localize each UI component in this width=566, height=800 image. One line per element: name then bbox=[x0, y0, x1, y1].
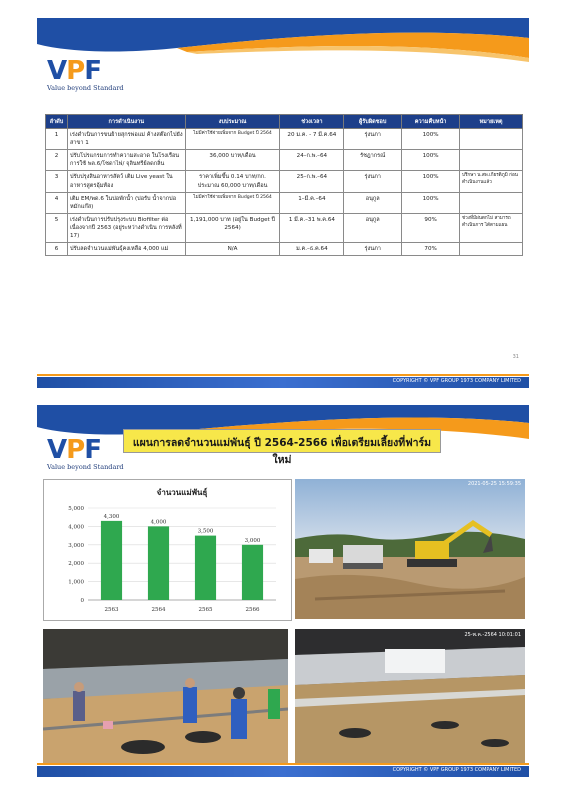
cell-progress: 90% bbox=[402, 213, 460, 242]
bar bbox=[242, 545, 263, 600]
cell-task: ปรับปรุงสินอาหารสัตว์ เติม Live yeast ในอาหารสูตรอุ้มท้อง bbox=[67, 171, 185, 192]
cell-progress: 100% bbox=[402, 171, 460, 192]
cell-progress: 100% bbox=[402, 129, 460, 150]
page-number: 31 bbox=[512, 354, 519, 360]
footer-accent-line bbox=[37, 763, 529, 765]
slide-title: แผนการลดจำนวนแม่พันธุ์ ปี 2564-2566 เพื่อเตรียมเลี้ยงที่ฟาร์มใหม่ bbox=[132, 437, 432, 466]
column-header: ความคืบหน้า bbox=[402, 115, 460, 129]
cell-period: 1–มี.ค.–64 bbox=[280, 192, 344, 213]
table-row bbox=[46, 129, 523, 150]
photo-timestamp: 25-พ.ค.-2564 10:01:01 bbox=[464, 632, 521, 638]
cell-note bbox=[460, 243, 523, 256]
cell-budget: ไม่มีค่าใช้จ่ายเพิ่มจาก Budget ปี 2564 bbox=[185, 192, 280, 213]
y-tick-label: 1,000 bbox=[68, 579, 84, 586]
photo-timestamp: 2021-05-25 15:59:35 bbox=[467, 481, 521, 487]
cell-owner: รุ่งนภา bbox=[344, 243, 402, 256]
table-header-row bbox=[46, 115, 523, 129]
table-row bbox=[46, 213, 523, 242]
column-header: ลำดับ bbox=[46, 115, 68, 129]
column-header: ผู้รับผิดชอบ bbox=[344, 115, 402, 129]
cell-no: 6 bbox=[46, 243, 68, 256]
action-plan-table bbox=[45, 114, 523, 256]
x-tick-label: 2563 bbox=[104, 607, 119, 613]
cell-owner: อนุกูล bbox=[344, 213, 402, 242]
cell-task: ปรับโปรแกรมการทำความสะอาด ในโรงเรือนการใช้ พล.6/โซดาไฟ/ จุลินทรีย์ลดกลิ่น bbox=[67, 150, 185, 171]
table-row bbox=[46, 171, 523, 192]
sow-count-chart bbox=[43, 479, 292, 621]
cell-task: ปรับลดจำนวนแม่พันธุ์คงเหลือ 4,000 แม่ bbox=[67, 243, 185, 256]
sow-count-chart-svg bbox=[44, 480, 291, 620]
cell-owner: รัชฎากรณ์ bbox=[344, 150, 402, 171]
chart-title: จำนวนแม่พันธุ์ bbox=[156, 488, 208, 497]
data-label: 4,300 bbox=[103, 513, 120, 520]
footer-copyright: COPYRIGHT © VPF GROUP 1973 COMPANY LIMITED bbox=[392, 378, 521, 384]
cell-no: 3 bbox=[46, 171, 68, 192]
cell-note bbox=[460, 150, 523, 171]
slide-title-banner bbox=[123, 429, 441, 466]
slide-footer bbox=[37, 766, 529, 777]
y-tick-label: 0 bbox=[80, 598, 84, 604]
cell-budget: 1,191,000 บาท (อยู่ใน Budget ปี 2564) bbox=[185, 213, 280, 242]
table-row bbox=[46, 192, 523, 213]
vpf-logo: VPF Value beyond Standard bbox=[47, 56, 124, 92]
cell-note: ปรึกษา น.สพ.เกียรติภูมิ ก่อนดำเนินงานแล้ว bbox=[460, 171, 523, 192]
cell-task: เร่งดำเนินการปรับปรุงระบบ Biofilter ต่อเนื่องจากปี 2563 (อยู่ระหว่างดำเนิน การหลังที่ 17) bbox=[67, 213, 185, 242]
cell-note bbox=[460, 192, 523, 213]
cell-budget: N/A bbox=[185, 243, 280, 256]
cell-progress: 70% bbox=[402, 243, 460, 256]
bar bbox=[148, 526, 169, 600]
cell-no: 5 bbox=[46, 213, 68, 242]
cell-no: 1 bbox=[46, 129, 68, 150]
cell-progress: 100% bbox=[402, 150, 460, 171]
cell-no: 2 bbox=[46, 150, 68, 171]
cell-task: เร่งดำเนินการขนย้ายสุกรพ่อแม่ ค้างสต๊อกไปยัง สาขา 1 bbox=[67, 129, 185, 150]
slide-footer bbox=[37, 377, 529, 388]
cell-budget: ไม่มีค่าใช้จ่ายเพิ่มจาก Budget ปี 2564 bbox=[185, 129, 280, 150]
data-label: 3,000 bbox=[244, 537, 261, 544]
x-tick-label: 2564 bbox=[151, 607, 166, 613]
cell-note: ช่วงที่มีฝนตกไม่ สามารถดำเนินการ ได้ตามแผน bbox=[460, 213, 523, 242]
column-header: การดำเนินงาน bbox=[67, 115, 185, 129]
photo-empty-barn bbox=[295, 629, 525, 765]
cell-budget: ราคาเพิ่มขึ้น 0.14 บาท/กก. ประมาณ 60,000 บาท/เดือน bbox=[185, 171, 280, 192]
y-tick-label: 4,000 bbox=[68, 524, 84, 531]
cell-period: 24–ก.พ.–64 bbox=[280, 150, 344, 171]
photo-excavator-site bbox=[295, 479, 525, 619]
cell-period: 25–ก.พ.–64 bbox=[280, 171, 344, 192]
cell-owner: อนุกูล bbox=[344, 192, 402, 213]
cell-no: 4 bbox=[46, 192, 68, 213]
cell-budget: 36,000 บาท/เดือน bbox=[185, 150, 280, 171]
logo-tagline: Value beyond Standard bbox=[47, 84, 124, 92]
slide-progress-table bbox=[37, 18, 529, 388]
x-tick-label: 2565 bbox=[198, 607, 213, 613]
barn-photo-graphic bbox=[295, 629, 525, 765]
slide-sow-reduction bbox=[37, 405, 529, 777]
logo-tagline: Value beyond Standard bbox=[47, 463, 124, 471]
footer-accent-line bbox=[37, 374, 529, 376]
bar bbox=[195, 536, 216, 600]
cell-period: 20 ม.ค. - 7 มี.ค.64 bbox=[280, 129, 344, 150]
excavator-photo-graphic bbox=[295, 479, 525, 619]
y-tick-label: 5,000 bbox=[68, 506, 84, 512]
column-header: หมายเหตุ bbox=[460, 115, 523, 129]
data-label: 3,500 bbox=[197, 528, 214, 535]
footer-copyright: COPYRIGHT © VPF GROUP 1973 COMPANY LIMITED bbox=[392, 767, 521, 773]
workers-photo-graphic bbox=[43, 629, 288, 765]
cell-period: ม.ค.–ธ.ค.64 bbox=[280, 243, 344, 256]
photo-workers-barn bbox=[43, 629, 288, 765]
table-row bbox=[46, 150, 523, 171]
cell-progress: 100% bbox=[402, 192, 460, 213]
cell-period: 1 มี.ค.–31 พ.ค.64 bbox=[280, 213, 344, 242]
column-header: งบประมาณ bbox=[185, 115, 280, 129]
table-row bbox=[46, 243, 523, 256]
cell-task: เติม EM/พด.6 ในบ่อพักน้ำ (บ่อรับ น้ำจากบ่อหมักแก๊ส) bbox=[67, 192, 185, 213]
data-label: 4,000 bbox=[150, 519, 167, 526]
cell-note bbox=[460, 129, 523, 150]
vpf-logo: VPF Value beyond Standard bbox=[47, 435, 124, 471]
y-tick-label: 3,000 bbox=[68, 542, 84, 549]
cell-owner: รุ่งนภา bbox=[344, 129, 402, 150]
y-tick-label: 2,000 bbox=[68, 561, 84, 568]
x-tick-label: 2566 bbox=[245, 607, 260, 613]
column-header: ช่วงเวลา bbox=[280, 115, 344, 129]
cell-owner: รุ่งนภา bbox=[344, 171, 402, 192]
bar bbox=[101, 521, 122, 600]
